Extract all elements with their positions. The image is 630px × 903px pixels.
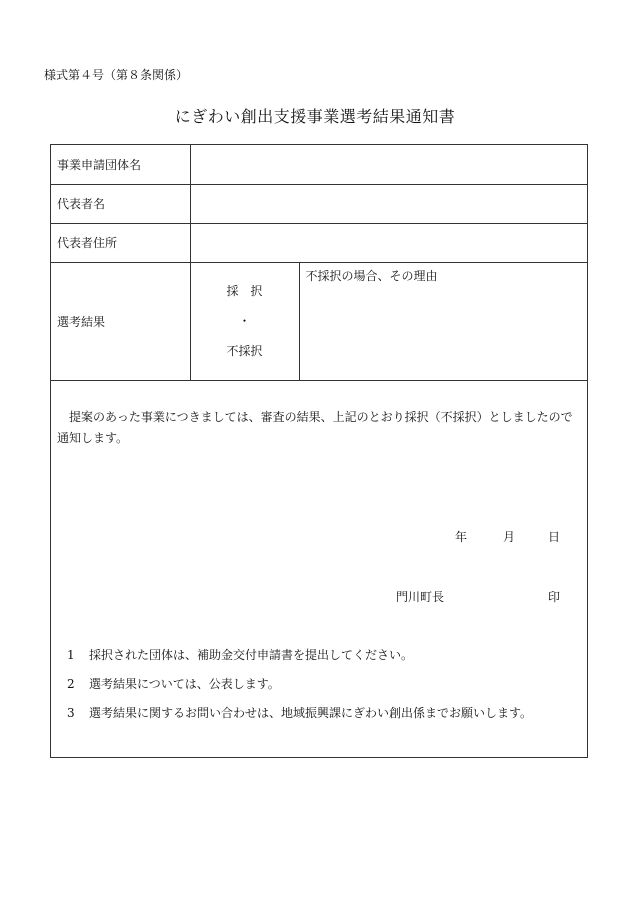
representative-label: 代表者名: [51, 184, 190, 223]
representative-field[interactable]: [190, 184, 587, 223]
choice-separator: ・: [238, 314, 251, 328]
note-item: [67, 645, 532, 674]
applicant-field[interactable]: [190, 145, 587, 184]
notes-list: [67, 645, 532, 732]
result-row: [51, 262, 587, 380]
choice-adopted[interactable]: 採 択: [226, 284, 263, 298]
seal-mark: 印: [548, 590, 561, 604]
note-text: 選考結果については、公表します。: [89, 677, 280, 691]
address-field[interactable]: [190, 223, 587, 262]
date-day: 日: [548, 530, 561, 544]
address-label: 代表者住所: [51, 223, 190, 262]
note-text: 選考結果に関するお問い合わせは、地域振興課にぎわい創出係までお願いします。: [89, 706, 533, 720]
address-row: [51, 223, 587, 262]
applicant-row: [51, 145, 587, 184]
date-month: 月: [503, 530, 516, 544]
note-item: [67, 703, 532, 732]
note-number: 1: [67, 648, 75, 662]
notice-text: 提案のあった事業につきましては、審査の結果、上記のとおり採択（不採択）としましたので通知します。: [57, 410, 573, 445]
applicant-label: 事業申請団体名: [51, 145, 190, 184]
document-title: にぎわい創出支援事業選考結果通知書: [174, 107, 456, 126]
choice-rejected[interactable]: 不採択: [226, 344, 263, 358]
representative-row: [51, 184, 587, 223]
note-item: [67, 674, 532, 703]
result-label: 選考結果: [51, 262, 190, 380]
note-number: 2: [67, 677, 75, 691]
date-year: 年: [455, 530, 468, 544]
reason-field[interactable]: [299, 262, 587, 380]
note-number: 3: [67, 706, 75, 720]
form-table: [51, 145, 587, 381]
form-number: 様式第４号（第８条関係）: [44, 68, 189, 82]
result-choice-cell: [190, 262, 299, 380]
note-text: 採択された団体は、補助金交付申請書を提出してください。: [89, 648, 414, 662]
issuer-name: 門川町長: [396, 590, 445, 604]
form-frame: [50, 144, 588, 758]
reason-label: 不採択の場合、その理由: [305, 268, 438, 283]
